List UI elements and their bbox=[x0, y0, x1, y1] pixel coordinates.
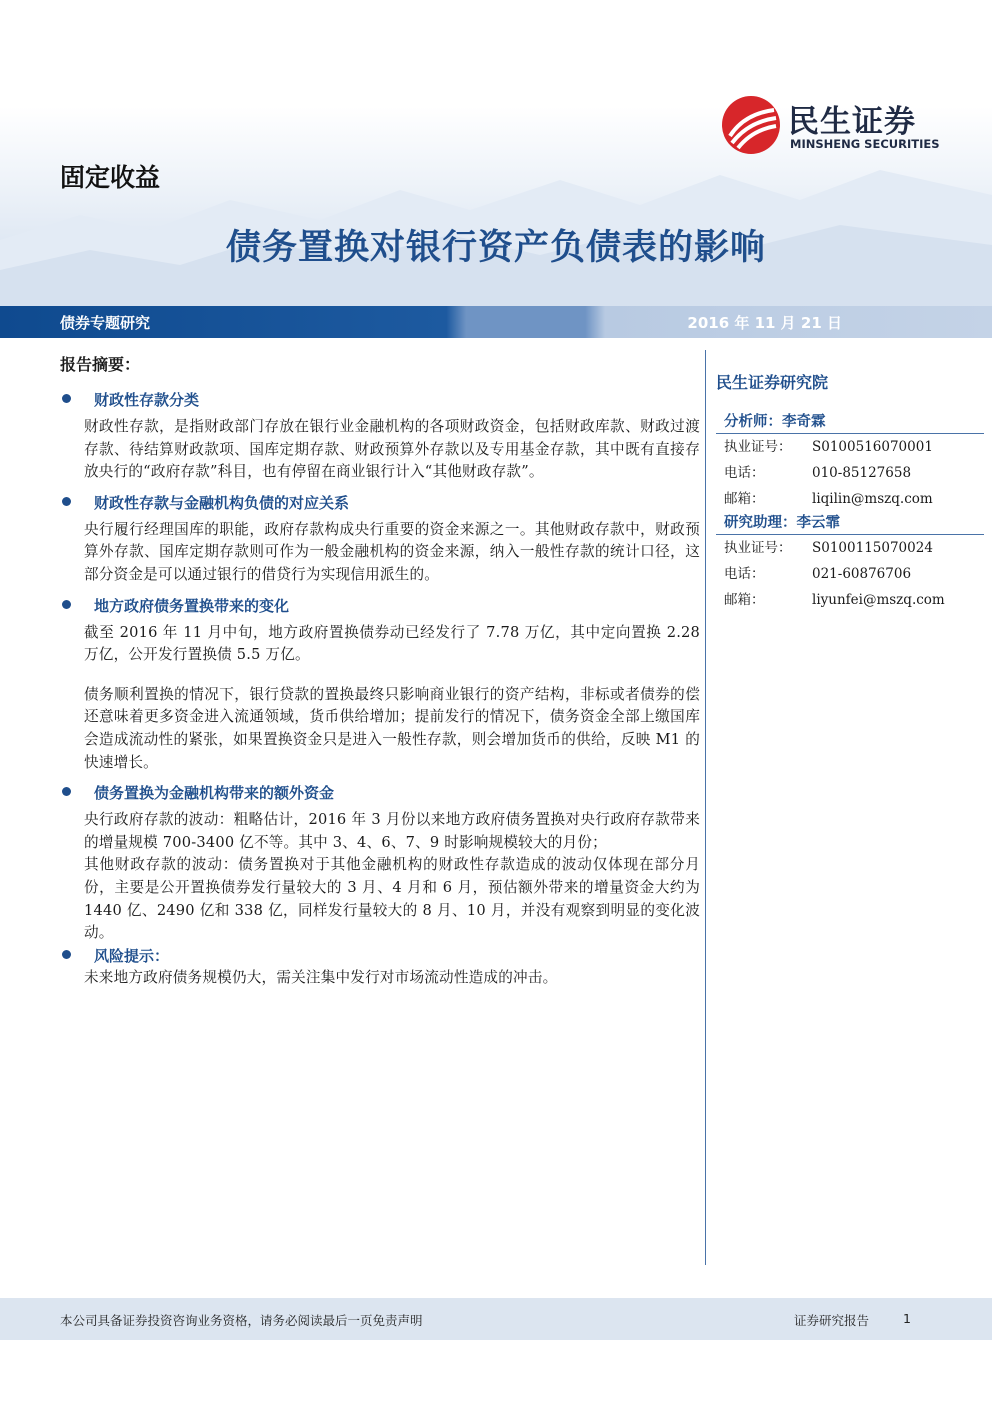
section-heading: 财政性存款分类 bbox=[60, 389, 700, 411]
logo-chinese-text: 民生证券 bbox=[788, 104, 916, 140]
report-category: 固定收益 bbox=[60, 163, 161, 192]
company-logo bbox=[722, 96, 952, 156]
report-info-bar bbox=[0, 306, 992, 338]
paragraph: 债务顺利置换的情况下，银行贷款的置换最终只影响商业银行的资产结构，非标或者债券的偿还意味着更多资金进入流通领域，货币供给增加；提前发行的情况下，债务资金全部上缴国库会造成流动性的紧张，如果置换资金只是进入一般性存款，则会增加货币的供给，反映 M1 的快速增长。 bbox=[84, 685, 700, 771]
assistant-email-link[interactable]: liyunfei@mszq.com bbox=[812, 592, 945, 608]
paragraph: 央行政府存款的波动：粗略估计，2016 年 3 月份以来地方政府债务置换对央行政府存款带来的增量规模 700-3400 亿不等。其中 3、4、6、7、9 时影响规模较大的月份； bbox=[84, 811, 700, 851]
section-heading: 财政性存款与金融机构负债的对应关系 bbox=[60, 492, 700, 514]
bullet-icon bbox=[62, 394, 71, 403]
institute-name: 民生证券研究院 bbox=[716, 373, 829, 392]
paragraph: 未来地方政府债务规模仍大，需关注集中发行对市场流动性造成的冲击。 bbox=[84, 968, 558, 986]
analyst-email-link[interactable]: liqilin@mszq.com bbox=[812, 491, 933, 507]
analyst-license-row: 执业证号： S0100516070001 bbox=[724, 439, 933, 455]
paragraph: 其他财政存款的波动：债务置换对于其他金融机构的财政性存款造成的波动仅体现在部分月份，主要是公开置换债券发行量较大的 3 月、4 月和 6 月，预估额外带来的增量资金大约为 1440 亿、2490 亿和 338 亿，同样发行量较大的 8 月、10 月，并没有观察到明显的变化波动。 bbox=[84, 856, 700, 942]
footer-disclaimer: 本公司具备证券投资咨询业务资格，请务必阅读最后一页免责声明 bbox=[60, 1313, 423, 1328]
analyst-sidebar bbox=[716, 370, 984, 613]
analyst-phone-row: 电话： 010-85127658 bbox=[724, 465, 912, 481]
assistant-phone-row: 电话： 021-60876706 bbox=[724, 566, 912, 582]
bullet-icon bbox=[62, 950, 71, 959]
assistant-role: 研究助理：李云霏 bbox=[724, 514, 840, 531]
section-heading: 风险提示： bbox=[60, 945, 700, 967]
bullet-icon bbox=[62, 600, 71, 609]
page-footer bbox=[0, 1298, 992, 1340]
bullet-icon bbox=[62, 497, 71, 506]
footer-report-label: 证券研究报告 bbox=[794, 1313, 870, 1328]
abstract bbox=[60, 352, 700, 989]
section-deposit-liability-relation bbox=[60, 492, 700, 587]
logo-mark-icon bbox=[722, 96, 780, 154]
analyst-role: 分析师：李奇霖 bbox=[724, 413, 826, 430]
paragraph: 财政性存款，是指财政部门存放在银行业金融机构的各项财政资金，包括财政库款、财政过渡存款、待结算财政款项、国库定期存款、财政预算外存款以及专用基金存款，其中既有直接存放央行的“政府存款”科目，也有停留在商业银行计入“其他财政存款”。 bbox=[84, 418, 700, 481]
bullet-icon bbox=[62, 787, 71, 796]
report-title: 债务置换对银行资产负债表的影响 bbox=[225, 228, 766, 268]
analyst-email-row: 邮箱： liqilin@mszq.com bbox=[716, 486, 984, 512]
paragraph: 央行履行经理国库的职能，政府存款构成央行重要的资金来源之一。其他财政存款中，财政预算外存款、国库定期存款则可作为一般金融机构的资金来源，纳入一般性存款的统计口径，这部分资金是可以通过银行的借贷行为实现信用派生的。 bbox=[84, 520, 700, 583]
column-divider bbox=[705, 350, 706, 1265]
page-number: 1 bbox=[903, 1311, 911, 1326]
section-extra-funds bbox=[60, 782, 700, 945]
logo-english-text: MINSHENG SECURITIES bbox=[790, 137, 940, 151]
report-date: 2016 年 11 月 21 日 bbox=[687, 314, 842, 332]
paragraph: 截至 2016 年 11 月中旬，地方政府置换债券动已经发行了 7.78 万亿，其中定向置换 2.28 万亿，公开发行置换债 5.5 万亿。 bbox=[84, 623, 700, 664]
assistant-license-row: 执业证号： S0100115070024 bbox=[724, 540, 933, 556]
section-heading: 地方政府债务置换带来的变化 bbox=[60, 595, 700, 617]
section-risk-warning bbox=[60, 945, 700, 990]
section-debt-swap-changes bbox=[60, 595, 700, 775]
report-type: 债券专题研究 bbox=[60, 314, 151, 332]
section-heading: 债务置换为金融机构带来的额外资金 bbox=[60, 782, 700, 804]
section-fiscal-deposit-classification bbox=[60, 389, 700, 484]
abstract-title: 报告摘要： bbox=[60, 355, 141, 374]
assistant-email-row: 邮箱： liyunfei@mszq.com bbox=[716, 587, 984, 613]
